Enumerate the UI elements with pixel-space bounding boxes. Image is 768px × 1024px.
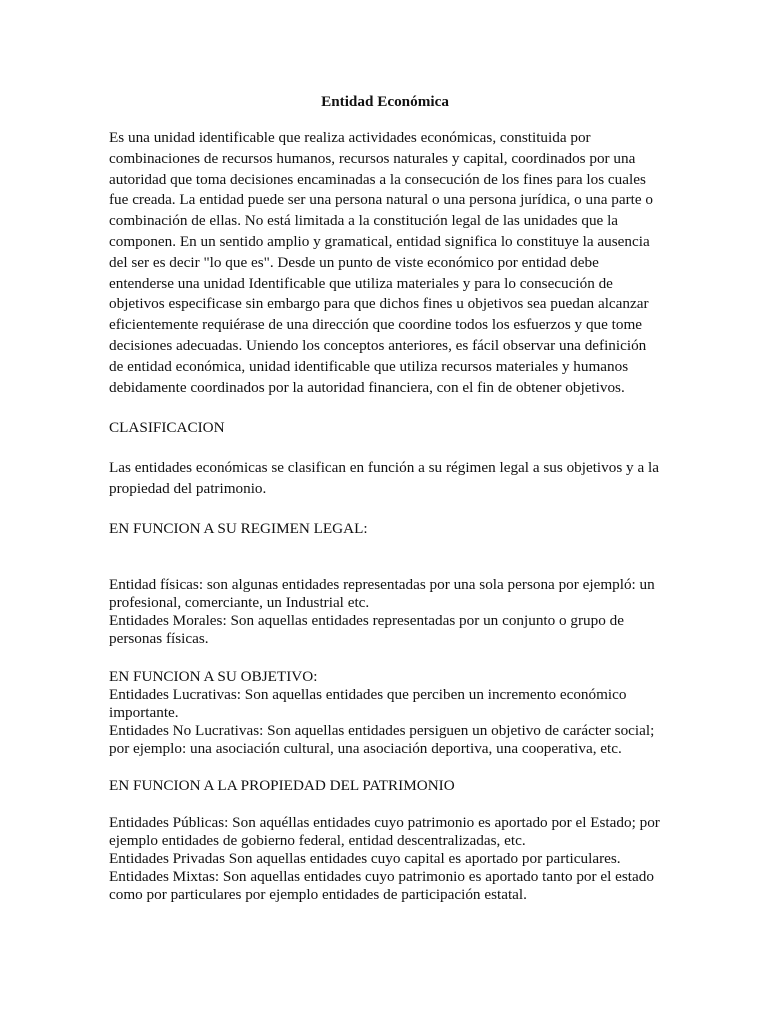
document-page	[109, 92, 661, 904]
publicas-paragraph: Entidades Públicas: Son aquéllas entidades cuyo patrimonio es aportado por el Estado; por ejemplo entidades de gobierno federal, entidad descentralizadas, etc.	[109, 813, 660, 849]
intro-paragraph: Es una unidad identificable que realiza actividades económicas, constituida por combinaciones de recursos humanos, recursos naturales y capital, coordinados por una autoridad que toma decisiones encaminadas a la consecución de los fines para los cuales fue creada. La entidad puede ser una persona natural o una persona jurídica, o una parte o combinación de ellas. No está limitada a la constitución legal de las unidades que la componen. En un sentido amplio y gramatical, entidad significa lo constituye la ausencia del ser es decir "lo que es". Desde un punto de viste económico por entidad debe entenderse una unidad Identificable que utiliza materiales y para lo consecución de objetivos especificase sin embargo para que dichos fines u objetivos sea puedan alcanzar eficientemente requiérase de una dirección que coordine todos los esfuerzos y que tome decisiones adecuadas. Uniendo los conceptos anteriores, es fácil observar una definición de entidad económica, unidad identificable que utiliza recursos materiales y humanos debidamente coordinados por la autoridad financiera, con el fin de obtener objetivos.	[109, 129, 653, 396]
objetivo-heading: EN FUNCION A SU OBJETIVO:	[109, 667, 318, 685]
patrimonio-heading: EN FUNCION A LA PROPIEDAD DEL PATRIMONIO	[109, 776, 455, 794]
document-title: Entidad Económica	[321, 93, 449, 110]
morales-paragraph: Entidades Morales: Son aquellas entidades representadas por un conjunto o grupo de personas físicas.	[109, 611, 624, 647]
clasificacion-paragraph: Las entidades económicas se clasifican en función a su régimen legal a sus objetivos y a la propiedad del patrimonio.	[109, 459, 659, 498]
clasificacion-heading: CLASIFICACION	[109, 419, 225, 437]
fisicas-paragraph: Entidad físicas: son algunas entidades representadas por una sola persona por ejempló: un profesional, comerciante, un Industrial etc.	[109, 575, 655, 611]
privadas-paragraph: Entidades Privadas Son aquellas entidades cuyo capital es aportado por particulares.	[109, 849, 621, 867]
no-lucrativas-paragraph: Entidades No Lucrativas: Son aquellas entidades persiguen un objetivo de carácter social; por ejemplo: una asociación cultural, una asociación deportiva, una cooperativa, etc.	[109, 721, 655, 757]
regimen-heading: EN FUNCION A SU REGIMEN LEGAL:	[109, 519, 368, 537]
lucrativas-paragraph: Entidades Lucrativas: Son aquellas entidades que perciben un incremento económico importante.	[109, 685, 627, 721]
mixtas-paragraph: Entidades Mixtas: Son aquellas entidades cuyo patrimonio es aportado tanto por el estado como por particulares por ejemplo entidades de participación estatal.	[109, 867, 654, 903]
